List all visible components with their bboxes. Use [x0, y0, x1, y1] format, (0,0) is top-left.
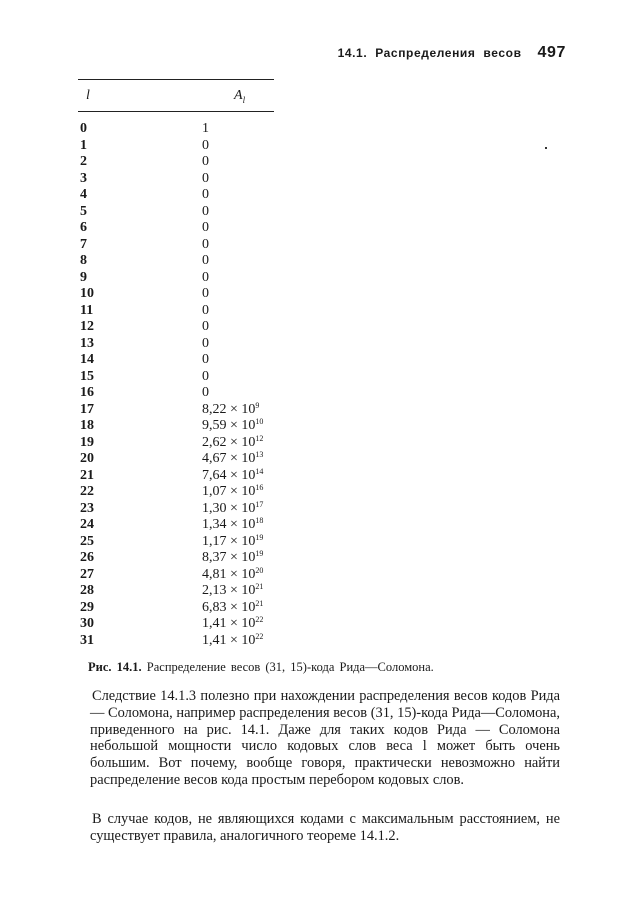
row-index: 8	[80, 253, 87, 268]
table-row	[80, 237, 280, 254]
row-index: 22	[80, 484, 94, 499]
row-index: 1	[80, 137, 87, 153]
body-paragraph-1: Следствие 14.1.3 полезно при нахождении распределения весов кодов Рида — Соломона, например распределения весов (31, 15)-кода Рида—Соломона, приведенного на рис. 14.1. Даже для таких кодов Рида — Соломона небольшой мощности число кодовых слов веса l может быть очень большим. Вот почему, вообще говоря, практически невозможно найти распределение весов кода простым перебором кодовых слов.	[90, 688, 560, 788]
table-row	[80, 154, 280, 171]
row-index: 3	[80, 170, 87, 186]
row-weight-count: 0	[202, 286, 209, 301]
row-weight-count: $1,34 \times 10^{18}$	[202, 516, 264, 532]
row-weight-count: 0	[202, 335, 209, 351]
running-head	[338, 44, 566, 62]
table-row	[80, 187, 280, 204]
row-index: 23	[80, 500, 94, 516]
row-index: 29	[80, 599, 94, 615]
table-row	[80, 418, 280, 435]
row-weight-count: 0	[202, 137, 209, 153]
table-row	[80, 336, 280, 353]
row-index: 4	[80, 187, 87, 202]
stray-print-mark	[545, 147, 547, 149]
table-row	[80, 385, 280, 402]
row-index: 13	[80, 335, 94, 351]
table-top-rule	[78, 79, 274, 80]
caption-label: Рис. 14.1.	[88, 660, 142, 674]
table-row	[80, 600, 280, 617]
row-index: 17	[80, 401, 94, 417]
row-weight-count: $1,07 \times 10^{16}$	[202, 483, 264, 499]
row-weight-count: $2,13 \times 10^{21}$	[202, 582, 264, 598]
row-weight-count: 0	[202, 187, 209, 202]
row-weight-count: $7,64 \times 10^{14}$	[202, 466, 264, 483]
table-row	[80, 633, 280, 650]
running-head-title: 14.1. Распределения весов	[337, 46, 522, 60]
row-weight-count: 0	[202, 352, 209, 367]
table-row	[80, 451, 280, 468]
table-row	[80, 369, 280, 386]
table-row	[80, 402, 280, 419]
page-number: 497	[537, 44, 566, 61]
row-weight-count: $1,41 \times 10^{22}$	[202, 615, 264, 631]
table-row	[80, 517, 280, 534]
row-weight-count: $4,67 \times 10^{13}$	[202, 450, 264, 466]
row-index: 30	[80, 616, 94, 631]
table-row	[80, 171, 280, 188]
row-weight-count: 0	[202, 302, 209, 318]
row-index: 28	[80, 583, 94, 598]
row-index: 11	[80, 302, 94, 318]
row-index: 5	[80, 203, 87, 219]
row-index: 2	[80, 154, 87, 169]
body-paragraph-2: В случае кодов, не являющихся кодами с максимальным расстоянием, не существует правила, аналогичного теореме 14.1.2.	[90, 811, 560, 844]
row-index: 7	[80, 236, 87, 252]
table-row	[80, 484, 280, 501]
table-row	[80, 286, 280, 303]
table-row	[80, 303, 280, 320]
row-index: 19	[80, 434, 94, 450]
table-row	[80, 253, 280, 270]
table-header-rule	[78, 111, 274, 112]
row-index: 27	[80, 566, 94, 582]
row-weight-count: $8,37 \times 10^{19}$	[202, 549, 264, 565]
row-weight-count: $9,59 \times 10^{10}$	[202, 417, 264, 433]
figure-caption	[88, 660, 434, 675]
row-index: 10	[80, 286, 94, 301]
column-header-l: l	[86, 88, 90, 103]
row-weight-count: 0	[202, 385, 209, 400]
table-row	[80, 220, 280, 237]
row-index: 24	[80, 517, 94, 532]
row-index: 18	[80, 418, 94, 433]
row-weight-count: 1	[202, 121, 209, 136]
row-weight-count: 0	[202, 220, 209, 235]
row-weight-count: 0	[202, 170, 209, 186]
table-row	[80, 204, 280, 221]
row-weight-count: $1,17 \times 10^{19}$	[202, 532, 264, 549]
row-weight-count: $4,81 \times 10^{20}$	[202, 565, 264, 582]
row-weight-count: 0	[202, 253, 209, 268]
table-row	[80, 501, 280, 518]
table-row	[80, 567, 280, 584]
row-weight-count: $2,62 \times 10^{12}$	[202, 433, 264, 450]
table-row	[80, 121, 280, 138]
row-index: 16	[80, 385, 94, 400]
table-row	[80, 319, 280, 336]
row-index: 9	[80, 269, 87, 285]
column-header-a: $A_l$	[234, 88, 246, 105]
table-row	[80, 270, 280, 287]
table-row	[80, 550, 280, 567]
row-index: 0	[80, 121, 87, 136]
table-row	[80, 534, 280, 551]
row-index: 15	[80, 368, 94, 384]
row-weight-count: 0	[202, 236, 209, 252]
table-row	[80, 616, 280, 633]
row-weight-count: $1,30 \times 10^{17}$	[202, 499, 264, 516]
row-weight-count: $1,41 \times 10^{22}$	[202, 631, 264, 648]
table-row	[80, 352, 280, 369]
row-weight-count: 0	[202, 203, 209, 219]
row-weight-count: 0	[202, 319, 209, 334]
row-index: 21	[80, 467, 94, 483]
row-weight-count: 0	[202, 368, 209, 384]
table-row	[80, 468, 280, 485]
row-index: 12	[80, 319, 94, 334]
row-weight-count: 0	[202, 154, 209, 169]
row-index: 6	[80, 220, 87, 235]
table-row	[80, 583, 280, 600]
table-row	[80, 435, 280, 452]
row-index: 31	[80, 632, 94, 648]
table-row	[80, 138, 280, 155]
row-index: 26	[80, 550, 94, 565]
row-index: 20	[80, 451, 94, 466]
row-weight-count: $6,83 \times 10^{21}$	[202, 598, 264, 615]
row-index: 25	[80, 533, 94, 549]
row-weight-count: 0	[202, 269, 209, 285]
caption-text: Распределение весов (31, 15)-кода Рида—Соломона.	[146, 660, 434, 674]
row-index: 14	[80, 352, 94, 367]
row-weight-count: $8,22 \times 10^9$	[202, 400, 260, 417]
